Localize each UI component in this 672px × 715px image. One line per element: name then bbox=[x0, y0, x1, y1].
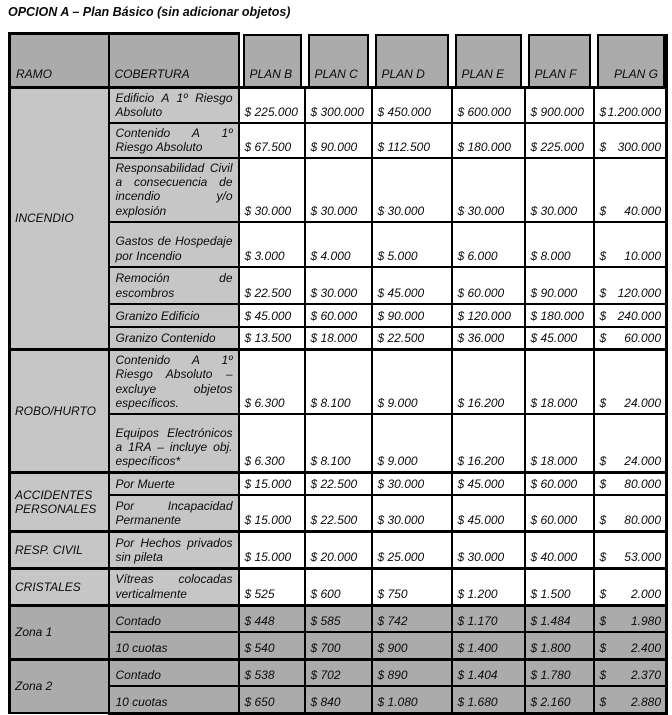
value-cell: $ 1.800 bbox=[525, 632, 594, 659]
table-row bbox=[10, 350, 667, 414]
value-cell: $ 60.000 bbox=[594, 327, 667, 350]
value-cell: $ 30.000 bbox=[372, 473, 452, 495]
value-cell: $ 8.100 bbox=[305, 414, 372, 473]
value-cell: $ 702 bbox=[305, 659, 372, 686]
col-header-ramo: RAMO bbox=[10, 34, 109, 88]
table-row bbox=[10, 659, 667, 686]
value-cell: $ 30.000 bbox=[239, 158, 305, 222]
table-row bbox=[10, 414, 667, 473]
value-cell: $ 36.000 bbox=[452, 327, 525, 350]
value-cell: $ 45.000 bbox=[372, 267, 452, 304]
cobertura-cell: Contenido A 1º Riesgo Absoluto – excluye objetos específicos. bbox=[109, 350, 239, 414]
value-cell: $ 45.000 bbox=[452, 473, 525, 495]
value-cell: $ 80.000 bbox=[594, 473, 667, 495]
value-cell: $ 90.000 bbox=[525, 267, 594, 304]
value-cell: $ 1.080 bbox=[372, 686, 452, 713]
value-cell: $ 1.200.000 bbox=[594, 87, 667, 123]
value-cell: $ 1.980 bbox=[594, 605, 667, 632]
value-cell: $ 700 bbox=[305, 632, 372, 659]
value-cell: $ 225.000 bbox=[525, 123, 594, 158]
table-row bbox=[10, 267, 667, 304]
cobertura-cell: 10 cuotas bbox=[109, 632, 239, 659]
table-row bbox=[10, 158, 667, 222]
value-cell: $ 240.000 bbox=[594, 304, 667, 327]
cobertura-cell: Granizo Contenido bbox=[109, 327, 239, 350]
value-cell: $ 6.300 bbox=[239, 350, 305, 414]
value-cell: $ 180.000 bbox=[525, 304, 594, 327]
document bbox=[0, 5, 672, 709]
value-cell: $ 3.000 bbox=[239, 222, 305, 267]
col-header-plan-c: PLAN C bbox=[305, 34, 372, 88]
value-cell: $ 90.000 bbox=[372, 304, 452, 327]
value-cell: $ 540 bbox=[239, 632, 305, 659]
value-cell: $ 300.000 bbox=[305, 87, 372, 123]
cobertura-cell: Granizo Edificio bbox=[109, 304, 239, 327]
value-cell: $ 300.000 bbox=[594, 123, 667, 158]
value-cell: $ 24.000 bbox=[594, 414, 667, 473]
page-title: OPCION A – Plan Básico (sin adicionar objetos) bbox=[8, 5, 291, 19]
ramo-cell-robo-hurto: ROBO/HURTO bbox=[10, 350, 109, 473]
value-cell: $ 112.500 bbox=[372, 123, 452, 158]
value-cell: $ 60.000 bbox=[525, 495, 594, 532]
value-cell: $ 538 bbox=[239, 659, 305, 686]
col-header-plan-g: PLAN G bbox=[594, 34, 667, 88]
table-row bbox=[10, 304, 667, 327]
value-cell: $ 67.500 bbox=[239, 123, 305, 158]
value-cell: $ 2.370 bbox=[594, 659, 667, 686]
value-cell: $ 80.000 bbox=[594, 495, 667, 532]
value-cell: $ 2.400 bbox=[594, 632, 667, 659]
value-cell: $ 13.500 bbox=[239, 327, 305, 350]
value-cell: $ 60.000 bbox=[452, 267, 525, 304]
value-cell: $ 30.000 bbox=[525, 158, 594, 222]
col-header-plan-b: PLAN B bbox=[239, 34, 305, 88]
value-cell: $ 30.000 bbox=[305, 158, 372, 222]
value-cell: $ 525 bbox=[239, 569, 305, 605]
value-cell: $ 600.000 bbox=[452, 87, 525, 123]
value-cell: $ 8.000 bbox=[525, 222, 594, 267]
value-cell: $ 20.000 bbox=[305, 532, 372, 569]
value-cell: $ 22.500 bbox=[239, 267, 305, 304]
value-cell: $ 1.780 bbox=[525, 659, 594, 686]
value-cell: $ 600 bbox=[305, 569, 372, 605]
cobertura-cell: Por Incapacidad Permanente bbox=[109, 495, 239, 532]
cobertura-cell: Vítreas colocadas verticalmente bbox=[109, 569, 239, 605]
value-cell: $ 90.000 bbox=[305, 123, 372, 158]
value-cell: $ 6.000 bbox=[452, 222, 525, 267]
value-cell: $ 750 bbox=[372, 569, 452, 605]
value-cell: $ 2.000 bbox=[594, 569, 667, 605]
value-cell: $ 900.000 bbox=[525, 87, 594, 123]
table-row bbox=[10, 87, 667, 123]
value-cell: $ 1.170 bbox=[452, 605, 525, 632]
value-cell: $ 8.100 bbox=[305, 350, 372, 414]
value-cell: $ 15.000 bbox=[239, 495, 305, 532]
col-header-cobertura: COBERTURA bbox=[109, 34, 239, 88]
value-cell: $ 16.200 bbox=[452, 350, 525, 414]
value-cell: $ 585 bbox=[305, 605, 372, 632]
value-cell: $ 1.484 bbox=[525, 605, 594, 632]
value-cell: $ 45.000 bbox=[525, 327, 594, 350]
value-cell: $ 18.000 bbox=[525, 414, 594, 473]
col-header-plan-e: PLAN E bbox=[452, 34, 525, 88]
value-cell: $ 1.200 bbox=[452, 569, 525, 605]
table-row bbox=[10, 123, 667, 158]
value-cell: $ 40.000 bbox=[525, 532, 594, 569]
header-row bbox=[10, 34, 667, 88]
cobertura-cell: Equipos Electrónicos a 1RA – incluye obj. específicos* bbox=[109, 414, 239, 473]
value-cell: $ 1.400 bbox=[452, 632, 525, 659]
table-row bbox=[10, 495, 667, 532]
value-cell: $ 45.000 bbox=[452, 495, 525, 532]
value-cell: $ 900 bbox=[372, 632, 452, 659]
value-cell: $ 742 bbox=[372, 605, 452, 632]
value-cell: $ 16.200 bbox=[452, 414, 525, 473]
value-cell: $ 15.000 bbox=[239, 532, 305, 569]
table-row bbox=[10, 327, 667, 350]
value-cell: $ 5.000 bbox=[372, 222, 452, 267]
value-cell: $ 1.404 bbox=[452, 659, 525, 686]
value-cell: $ 60.000 bbox=[525, 473, 594, 495]
value-cell: $ 1.680 bbox=[452, 686, 525, 713]
table-row bbox=[10, 222, 667, 267]
value-cell: $ 840 bbox=[305, 686, 372, 713]
value-cell: $ 4.000 bbox=[305, 222, 372, 267]
plans-table bbox=[8, 32, 668, 715]
value-cell: $ 40.000 bbox=[594, 158, 667, 222]
value-cell: $ 30.000 bbox=[452, 158, 525, 222]
value-cell: $ 30.000 bbox=[452, 532, 525, 569]
ramo-cell-zona-1: Zona 1 bbox=[10, 605, 109, 659]
col-header-plan-d: PLAN D bbox=[372, 34, 452, 88]
cobertura-cell: Por Hechos privados sin pileta bbox=[109, 532, 239, 569]
value-cell: $ 2.880 bbox=[594, 686, 667, 713]
value-cell: $ 225.000 bbox=[239, 87, 305, 123]
value-cell: $ 45.000 bbox=[239, 304, 305, 327]
value-cell: $ 30.000 bbox=[372, 495, 452, 532]
table-row bbox=[10, 569, 667, 605]
value-cell: $ 120.000 bbox=[594, 267, 667, 304]
cobertura-cell: Contado bbox=[109, 605, 239, 632]
table-row bbox=[10, 473, 667, 495]
value-cell: $ 9.000 bbox=[372, 350, 452, 414]
table-row bbox=[10, 632, 667, 659]
value-cell: $ 2.160 bbox=[525, 686, 594, 713]
value-cell: $ 30.000 bbox=[372, 158, 452, 222]
value-cell: $ 9.000 bbox=[372, 414, 452, 473]
ramo-cell-accidentes: ACCIDENTES PERSONALES bbox=[10, 473, 109, 532]
value-cell: $ 1.500 bbox=[525, 569, 594, 605]
value-cell: $ 30.000 bbox=[305, 267, 372, 304]
cobertura-cell: Gastos de Hospedaje por Incendio bbox=[109, 222, 239, 267]
ramo-cell-cristales: CRISTALES bbox=[10, 569, 109, 605]
cobertura-cell: Remoción de escombros bbox=[109, 267, 239, 304]
ramo-cell-incendio: INCENDIO bbox=[10, 87, 109, 350]
cobertura-cell: Responsabilidad Civil a consecuencia de incendio y/o explosión bbox=[109, 158, 239, 222]
value-cell: $ 18.000 bbox=[305, 327, 372, 350]
value-cell: $ 450.000 bbox=[372, 87, 452, 123]
cobertura-cell: Contado bbox=[109, 659, 239, 686]
cobertura-cell: Edificio A 1º Riesgo Absoluto bbox=[109, 87, 239, 123]
value-cell: $ 448 bbox=[239, 605, 305, 632]
value-cell: $ 650 bbox=[239, 686, 305, 713]
value-cell: $ 120.000 bbox=[452, 304, 525, 327]
table-row bbox=[10, 686, 667, 713]
value-cell: $ 53.000 bbox=[594, 532, 667, 569]
value-cell: $ 6.300 bbox=[239, 414, 305, 473]
value-cell: $ 180.000 bbox=[452, 123, 525, 158]
value-cell: $ 18.000 bbox=[525, 350, 594, 414]
value-cell: $ 22.500 bbox=[305, 473, 372, 495]
value-cell: $ 15.000 bbox=[239, 473, 305, 495]
value-cell: $ 22.500 bbox=[372, 327, 452, 350]
value-cell: $ 25.000 bbox=[372, 532, 452, 569]
value-cell: $ 22.500 bbox=[305, 495, 372, 532]
value-cell: $ 890 bbox=[372, 659, 452, 686]
value-cell: $ 60.000 bbox=[305, 304, 372, 327]
table-row bbox=[10, 605, 667, 632]
value-cell: $ 10.000 bbox=[594, 222, 667, 267]
ramo-cell-resp-civil: RESP. CIVIL bbox=[10, 532, 109, 569]
cobertura-cell: 10 cuotas bbox=[109, 686, 239, 713]
cobertura-cell: Contenido A 1º Riesgo Absoluto bbox=[109, 123, 239, 158]
cobertura-cell: Por Muerte bbox=[109, 473, 239, 495]
ramo-cell-zona-2: Zona 2 bbox=[10, 659, 109, 713]
table-row bbox=[10, 532, 667, 569]
col-header-plan-f: PLAN F bbox=[525, 34, 594, 88]
value-cell: $ 24.000 bbox=[594, 350, 667, 414]
